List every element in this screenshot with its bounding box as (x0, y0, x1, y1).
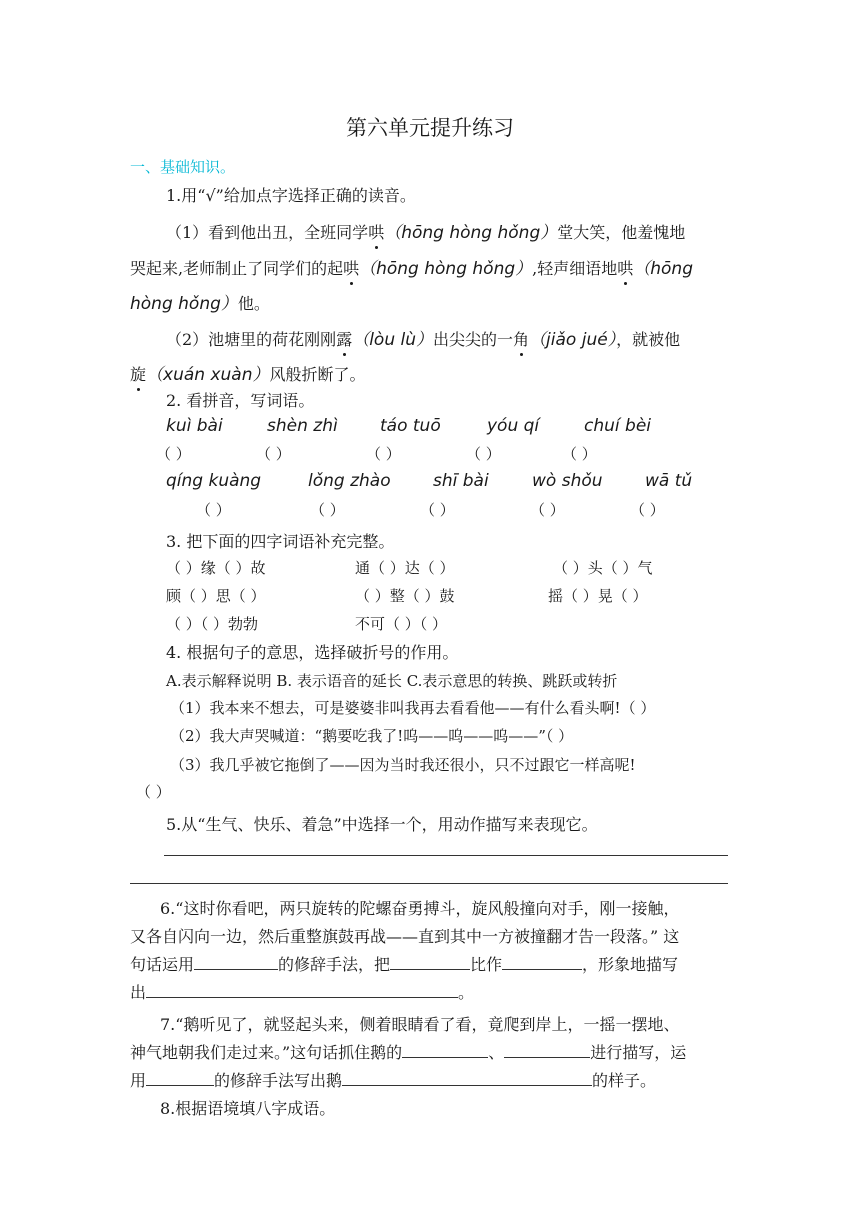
q1-p1-line1 (166, 218, 685, 243)
text: 哭起来,老师制止了同学们的起 (130, 259, 344, 278)
answer-paren[interactable]: （ ） (310, 501, 345, 519)
text: ，形象地描写 (582, 955, 679, 974)
text: 比作 (470, 955, 503, 974)
pinyin-options: （jiǎo jué） (529, 330, 617, 350)
text: （1）看到他出丑，全班同学 (166, 223, 369, 242)
answer-paren[interactable]: （ ） (630, 501, 665, 519)
answer-paren[interactable]: （ ） (466, 445, 501, 463)
text: 、 (488, 1043, 505, 1062)
q4-options: A.表示解释说明 B. 表示语音的延长 C.表示意思的转换、跳跃或转折 (166, 672, 618, 690)
answer-paren[interactable]: （ ） (136, 783, 171, 801)
fill-blank[interactable] (146, 1069, 214, 1086)
answer-paren[interactable]: （ ） (196, 501, 231, 519)
q6-line2: 又各自闪向一边，然后重整旗鼓再战——直到其中一方被撞翻才告一段落。” 这 (130, 927, 680, 946)
pinyin-options: （lòu lù） (352, 330, 434, 350)
text: 出 (130, 983, 147, 1002)
q6-line4 (130, 980, 474, 1003)
pinyin-word: táo tuō (380, 416, 441, 436)
dotted-char: 哄 (617, 256, 633, 279)
pinyin-word: lǒng zhào (308, 471, 391, 491)
q5-stem: 5.从“生气、快乐、着急”中选择一个，用动作描写来表现它。 (166, 815, 598, 834)
pinyin-options: （hōng (633, 259, 693, 279)
pinyin-options: （hōng hòng hǒng） (359, 259, 533, 279)
pinyin-options: （xuán xuàn） (146, 365, 270, 385)
text: ，就被他 (616, 330, 681, 349)
text: 神气地朝我们走过来。”这句话抓住鹅的 (130, 1043, 403, 1062)
section-heading: 一、基础知识。 (130, 158, 236, 176)
q4-sentence-3: （3）我几乎被它拖倒了——因为当时我还很小，只不过跟它一样高呢! (170, 756, 636, 774)
fill-blank[interactable] (194, 953, 278, 970)
q7-line1: 7.“鹅听见了，就竖起头来，侧着眼睛看了看，竟爬到岸上，一摇一摆地、 (160, 1015, 680, 1034)
q1-p2-line1 (166, 325, 680, 350)
answer-paren[interactable]: （ ） (256, 445, 291, 463)
q4-sentence-2: （2）我大声哭喊道：“鹅要吃我了!呜——呜——呜——”（ ） (170, 727, 574, 745)
fill-blank[interactable] (342, 1069, 592, 1086)
q7-line2 (130, 1040, 686, 1063)
text: （2）池塘里的荷花刚刚 (166, 330, 337, 349)
answer-line[interactable] (130, 883, 728, 884)
q8-stem: 8.根据语境填八字成语。 (160, 1099, 336, 1118)
text: 的样子。 (592, 1071, 657, 1090)
q1-p2-line2 (130, 360, 366, 385)
idiom-blank[interactable]: （ ）（ ）勃勃 (166, 615, 259, 633)
pinyin-word: chuí bèi (584, 416, 651, 436)
text: 句话运用 (130, 955, 195, 974)
fill-blank[interactable] (504, 1041, 590, 1058)
pinyin-word: shī bài (433, 471, 489, 491)
pinyin-word: shèn zhì (267, 416, 338, 436)
text: 堂大笑，他羞愧地 (557, 223, 686, 242)
idiom-blank[interactable]: 摇（ ）晃（ ） (548, 587, 648, 605)
q2-stem: 2. 看拼音，写词语。 (166, 391, 315, 410)
q1-p1-line3 (130, 289, 270, 314)
text: 风般折断了。 (269, 365, 366, 384)
fill-blank[interactable] (390, 953, 470, 970)
q1-p1-line2 (130, 254, 693, 279)
q1-stem: 1.用“√”给加点字选择正确的读音。 (166, 186, 416, 205)
dotted-char: 角 (513, 327, 529, 350)
q6-line1: 6.“这时你看吧，两只旋转的陀螺奋勇搏斗，旋风般撞向对手，刚一接触， (160, 899, 680, 918)
fill-blank[interactable] (146, 981, 458, 998)
text: ,轻声细语地 (532, 259, 618, 278)
text: 的修辞手法写出鹅 (214, 1071, 343, 1090)
text: 出尖尖的一 (433, 330, 514, 349)
answer-paren[interactable]: （ ） (562, 445, 597, 463)
text: 他。 (237, 294, 270, 313)
idiom-blank[interactable]: （ ）整（ ）鼓 (355, 587, 455, 605)
text: 用 (130, 1071, 147, 1090)
q4-stem: 4. 根据句子的意思，选择破折号的作用。 (166, 643, 459, 662)
fill-blank[interactable] (402, 1041, 488, 1058)
answer-paren[interactable]: （ ） (156, 445, 191, 463)
idiom-blank[interactable]: 通（ ）达（ ） (355, 559, 455, 577)
q7-line3 (130, 1068, 656, 1091)
q4-sentence-1: （1）我本来不想去，可是婆婆非叫我再去看看他——有什么看头啊!（ ） (170, 699, 656, 717)
dotted-char: 哄 (368, 220, 384, 243)
idiom-blank[interactable]: （ ）头（ ）气 (553, 559, 653, 577)
idiom-blank[interactable]: 不可（ ）（ ） (355, 615, 448, 633)
dotted-char: 露 (336, 327, 352, 350)
answer-paren[interactable]: （ ） (420, 501, 455, 519)
pinyin-word: yóu qí (487, 416, 540, 436)
idiom-blank[interactable]: （ ）缘（ ）故 (166, 559, 266, 577)
pinyin-word: kuì bài (166, 416, 223, 436)
idiom-blank[interactable]: 顾（ ）思（ ） (166, 587, 266, 605)
pinyin-word: wò shǒu (532, 471, 603, 491)
answer-paren[interactable]: （ ） (366, 445, 401, 463)
answer-paren[interactable]: （ ） (530, 501, 565, 519)
fill-blank[interactable] (502, 953, 582, 970)
text: 进行描写，运 (590, 1043, 687, 1062)
dotted-char: 旋 (130, 362, 146, 385)
page-title: 第六单元提升练习 (346, 116, 514, 140)
dotted-char: 哄 (343, 256, 359, 279)
pinyin-options: （hōng hòng hǒng） (384, 223, 558, 243)
answer-line[interactable] (164, 855, 728, 856)
pinyin-options: hòng hǒng） (130, 294, 238, 314)
pinyin-word: wā tǔ (645, 471, 693, 491)
q3-stem: 3. 把下面的四字词语补充完整。 (166, 532, 395, 551)
text: 。 (458, 983, 475, 1002)
q6-line3 (130, 952, 678, 975)
text: 的修辞手法，把 (278, 955, 391, 974)
pinyin-word: qíng kuàng (166, 471, 262, 491)
